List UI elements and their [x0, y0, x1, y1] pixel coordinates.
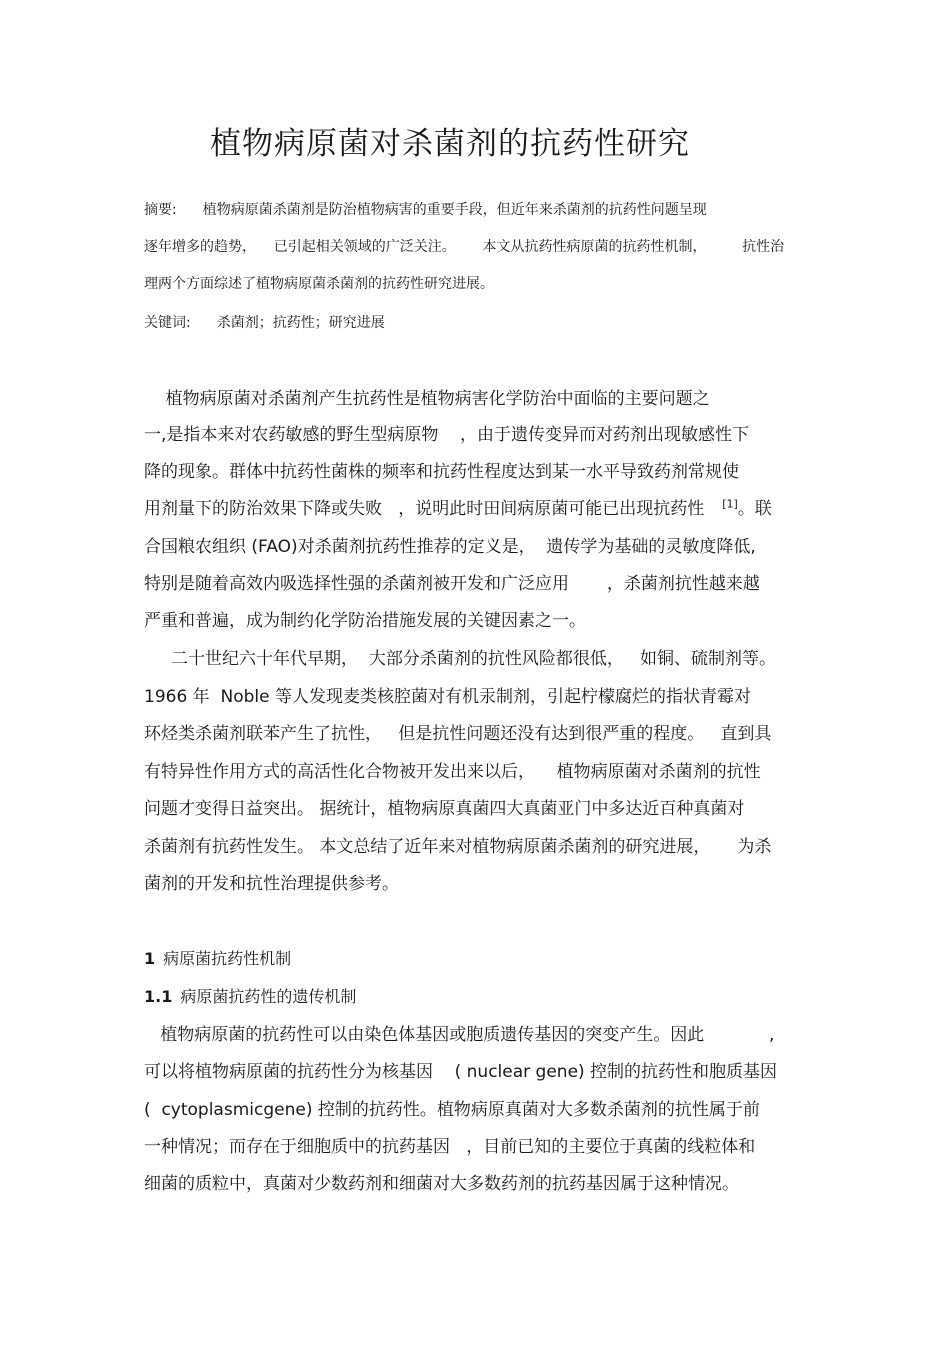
body-line: 特别是随着高效内吸选择性强的杀菌剂被开发和广泛应用 ，杀菌剂抗性越来越 [144, 574, 760, 594]
body-line: 环烃类杀菌剂联苯产生了抗性， 但是抗性问题还没有达到很严重的程度。 直到具 [144, 724, 772, 744]
body-line: 严重和普遍，成为制约化学防治措施发展的关键因素之一。 [144, 611, 586, 631]
body-line: 一种情况；而存在于细胞质中的抗药基因 ，目前已知的主要位于真菌的线粒体和 [144, 1137, 756, 1157]
body-line: 植物病原菌的抗药性可以由染色体基因或胞质遗传基因的突变产生。因此 , [144, 1025, 775, 1045]
body-line: 二十世纪六十年代早期， 大部分杀菌剂的抗性风险都很低， 如铜、硫制剂等。 [144, 649, 777, 669]
abstract-line: 理两个方面综述了植物病原菌杀菌剂的抗药性研究进展。 [144, 276, 494, 292]
body-line: 植物病原菌对杀菌剂产生抗药性是植物病害化学防治中面临的主要问题之 [144, 389, 710, 409]
body-line: 降的现象。群体中抗药性菌株的频率和抗药性程度达到某一水平导致药剂常规使 [144, 462, 739, 482]
citation-tail: 。联 [737, 499, 772, 519]
body-line: 一,是指本来对农药敏感的野生型病原物 ，由于遗传变异而对药剂出现敏感性下 [144, 425, 750, 445]
body-line: ( cytoplasmicgene) 控制的抗药性。植物病原真菌对大多数杀菌剂的抗性属于前 [144, 1100, 760, 1120]
body-line: 细菌的质粒中，真菌对少数药剂和细菌对大多数药剂的抗药基因属于这种情况。 [144, 1174, 739, 1194]
subsection-title: 病原菌抗药性的遗传机制 [180, 987, 357, 1006]
keywords-line [144, 313, 385, 333]
paper-title: 植物病原菌对杀菌剂的抗药性研究 [210, 126, 690, 162]
subsection-heading [144, 986, 356, 1008]
abstract-label: 摘要: [144, 202, 177, 218]
body-line: 杀菌剂有抗药性发生。 本文总结了近年来对植物病原菌杀菌剂的研究进展， 为杀 [144, 837, 772, 857]
body-line: 有特异性作用方式的高活性化合物被开发出来以后， 植物病原菌对杀菌剂的抗性 [144, 762, 761, 782]
subsection-number: 1.1 [144, 987, 173, 1006]
section-title: 病原菌抗药性机制 [163, 949, 292, 968]
abstract-line [144, 200, 707, 220]
abstract-text: 植物病原菌杀菌剂是防治植物病害的重要手段，但近年来杀菌剂的抗药性问题呈现 [202, 202, 707, 218]
keywords-label: 关键词: [144, 315, 191, 331]
keywords-text: 杀菌剂；抗药性；研究进展 [216, 315, 385, 331]
body-line: 可以将植物病原菌的抗药性分为核基因 ( nuclear gene) 控制的抗药性和胞质基因 [144, 1062, 778, 1082]
abstract-line: 逐年增多的趋势， 已引起相关领域的广泛关注。 本文从抗药性病原菌的抗药性机制， 抗性治 [144, 239, 785, 255]
body-line: 菌剂的开发和抗性治理提供参考。 [144, 874, 399, 894]
body-line: 问题才变得日益突出。 据统计，植物病原真菌四大真菌亚门中多达近百种真菌对 [144, 799, 745, 819]
body-line [144, 497, 772, 521]
section-number: 1 [144, 949, 156, 968]
section-heading [144, 948, 291, 970]
body-line: 1966 年 Noble 等人发现麦类核腔菌对有机汞制剂，引起柠檬腐烂的指状青霉对 [144, 687, 751, 707]
body-line: 合国粮农组织 (FAO)对杀菌剂抗药性推荐的定义是， 遗传学为基础的灵敏度降低, [144, 537, 756, 557]
citation-ref: [1] [722, 497, 738, 511]
body-line-text: 用剂量下的防治效果下降或失败 ，说明此时田间病原菌可能已出现抗药性 [144, 499, 705, 519]
